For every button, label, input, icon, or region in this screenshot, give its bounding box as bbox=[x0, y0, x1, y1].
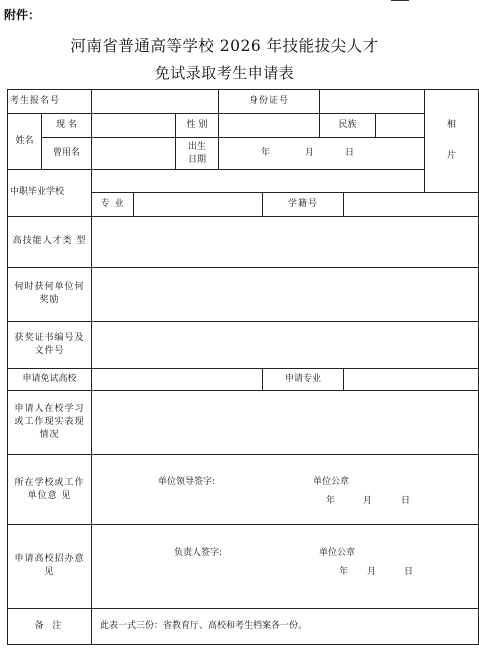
photo-box[interactable] bbox=[425, 90, 479, 193]
birth-day: 日 bbox=[345, 148, 355, 159]
former-name-label: 曾用名 bbox=[42, 138, 92, 169]
unit-month: 月 bbox=[363, 496, 373, 507]
talent-type-field[interactable] bbox=[92, 217, 479, 267]
award-label: 何时获何单位何奖励 bbox=[8, 267, 92, 321]
attachment-label: 附件： bbox=[4, 8, 41, 22]
birth-date-field[interactable] bbox=[219, 138, 425, 169]
name-label: 姓名 bbox=[8, 114, 42, 169]
birth-month: 月 bbox=[305, 148, 315, 159]
gender-label: 性 别 bbox=[176, 114, 219, 138]
certificate-field[interactable] bbox=[92, 322, 479, 369]
exam-no-label: 考生报名号 bbox=[8, 90, 92, 114]
apply-univ-label: 申请免试高校 bbox=[8, 369, 92, 390]
current-name-field[interactable] bbox=[92, 114, 176, 138]
remark-label: 备 注 bbox=[8, 608, 92, 644]
talent-type-label: 高技能人才类 型 bbox=[8, 217, 92, 267]
school-field[interactable] bbox=[92, 169, 425, 192]
major-label: 专 业 bbox=[92, 192, 134, 216]
id-number-field[interactable] bbox=[320, 90, 425, 114]
performance-label: 申请人在校学习或工作现实表现情况 bbox=[8, 390, 92, 455]
univ-seal-label: 单位公章 bbox=[319, 547, 356, 558]
unit-opinion-field[interactable] bbox=[92, 455, 479, 525]
exam-no-field[interactable] bbox=[92, 90, 219, 114]
apply-univ-field[interactable] bbox=[92, 369, 263, 390]
school-label: 中职毕业学校 bbox=[8, 169, 92, 216]
id-number-label: 身份证号 bbox=[219, 90, 320, 114]
birth-date-label bbox=[176, 138, 219, 169]
photo-char-2: 片 bbox=[447, 150, 457, 161]
ethnic-label: 民族 bbox=[320, 114, 376, 138]
birth-label-line1: 出生 bbox=[188, 141, 207, 152]
leader-sign-label: 单位领导签字: bbox=[158, 477, 216, 488]
unit-opinion-label: 所在学校或工作单位意 见 bbox=[8, 455, 92, 525]
current-name-label: 现 名 bbox=[42, 114, 92, 138]
univ-day: 日 bbox=[404, 566, 414, 577]
univ-year: 年 bbox=[339, 566, 349, 577]
remark-text: 此表一式三份：省教育厅、高校和考生档案各一份。 bbox=[92, 608, 479, 644]
apply-major-field[interactable] bbox=[344, 369, 479, 390]
application-form-table bbox=[7, 89, 479, 645]
former-name-field[interactable] bbox=[92, 138, 176, 169]
apply-major-label: 申请专业 bbox=[263, 369, 344, 390]
form-title-line1: 河南省普通高等学校 2026 年技能拔尖人才 bbox=[70, 37, 379, 55]
unit-year: 年 bbox=[326, 496, 336, 507]
form-title-line2: 免试录取考生申请表 bbox=[154, 64, 295, 82]
gender-field[interactable] bbox=[219, 114, 320, 138]
performance-field[interactable] bbox=[92, 390, 479, 455]
student-no-field[interactable] bbox=[344, 192, 479, 216]
univ-opinion-field[interactable] bbox=[92, 524, 479, 608]
photo-char-1: 相 bbox=[447, 119, 457, 130]
student-no-label: 学籍号 bbox=[263, 192, 344, 216]
major-field[interactable] bbox=[134, 192, 263, 216]
person-sign-label: 负责人签字: bbox=[174, 547, 223, 558]
birth-label-line2: 日期 bbox=[188, 154, 207, 165]
unit-seal-label: 单位公章 bbox=[313, 477, 350, 488]
award-field[interactable] bbox=[92, 267, 479, 321]
ethnic-field[interactable] bbox=[376, 114, 425, 138]
univ-month: 月 bbox=[367, 566, 377, 577]
top-divider bbox=[391, 0, 409, 1]
certificate-label: 获奖证书编号及文件号 bbox=[8, 322, 92, 369]
univ-opinion-label: 申请高校招办意见 bbox=[8, 524, 92, 608]
birth-year: 年 bbox=[261, 148, 271, 159]
unit-day: 日 bbox=[401, 496, 411, 507]
